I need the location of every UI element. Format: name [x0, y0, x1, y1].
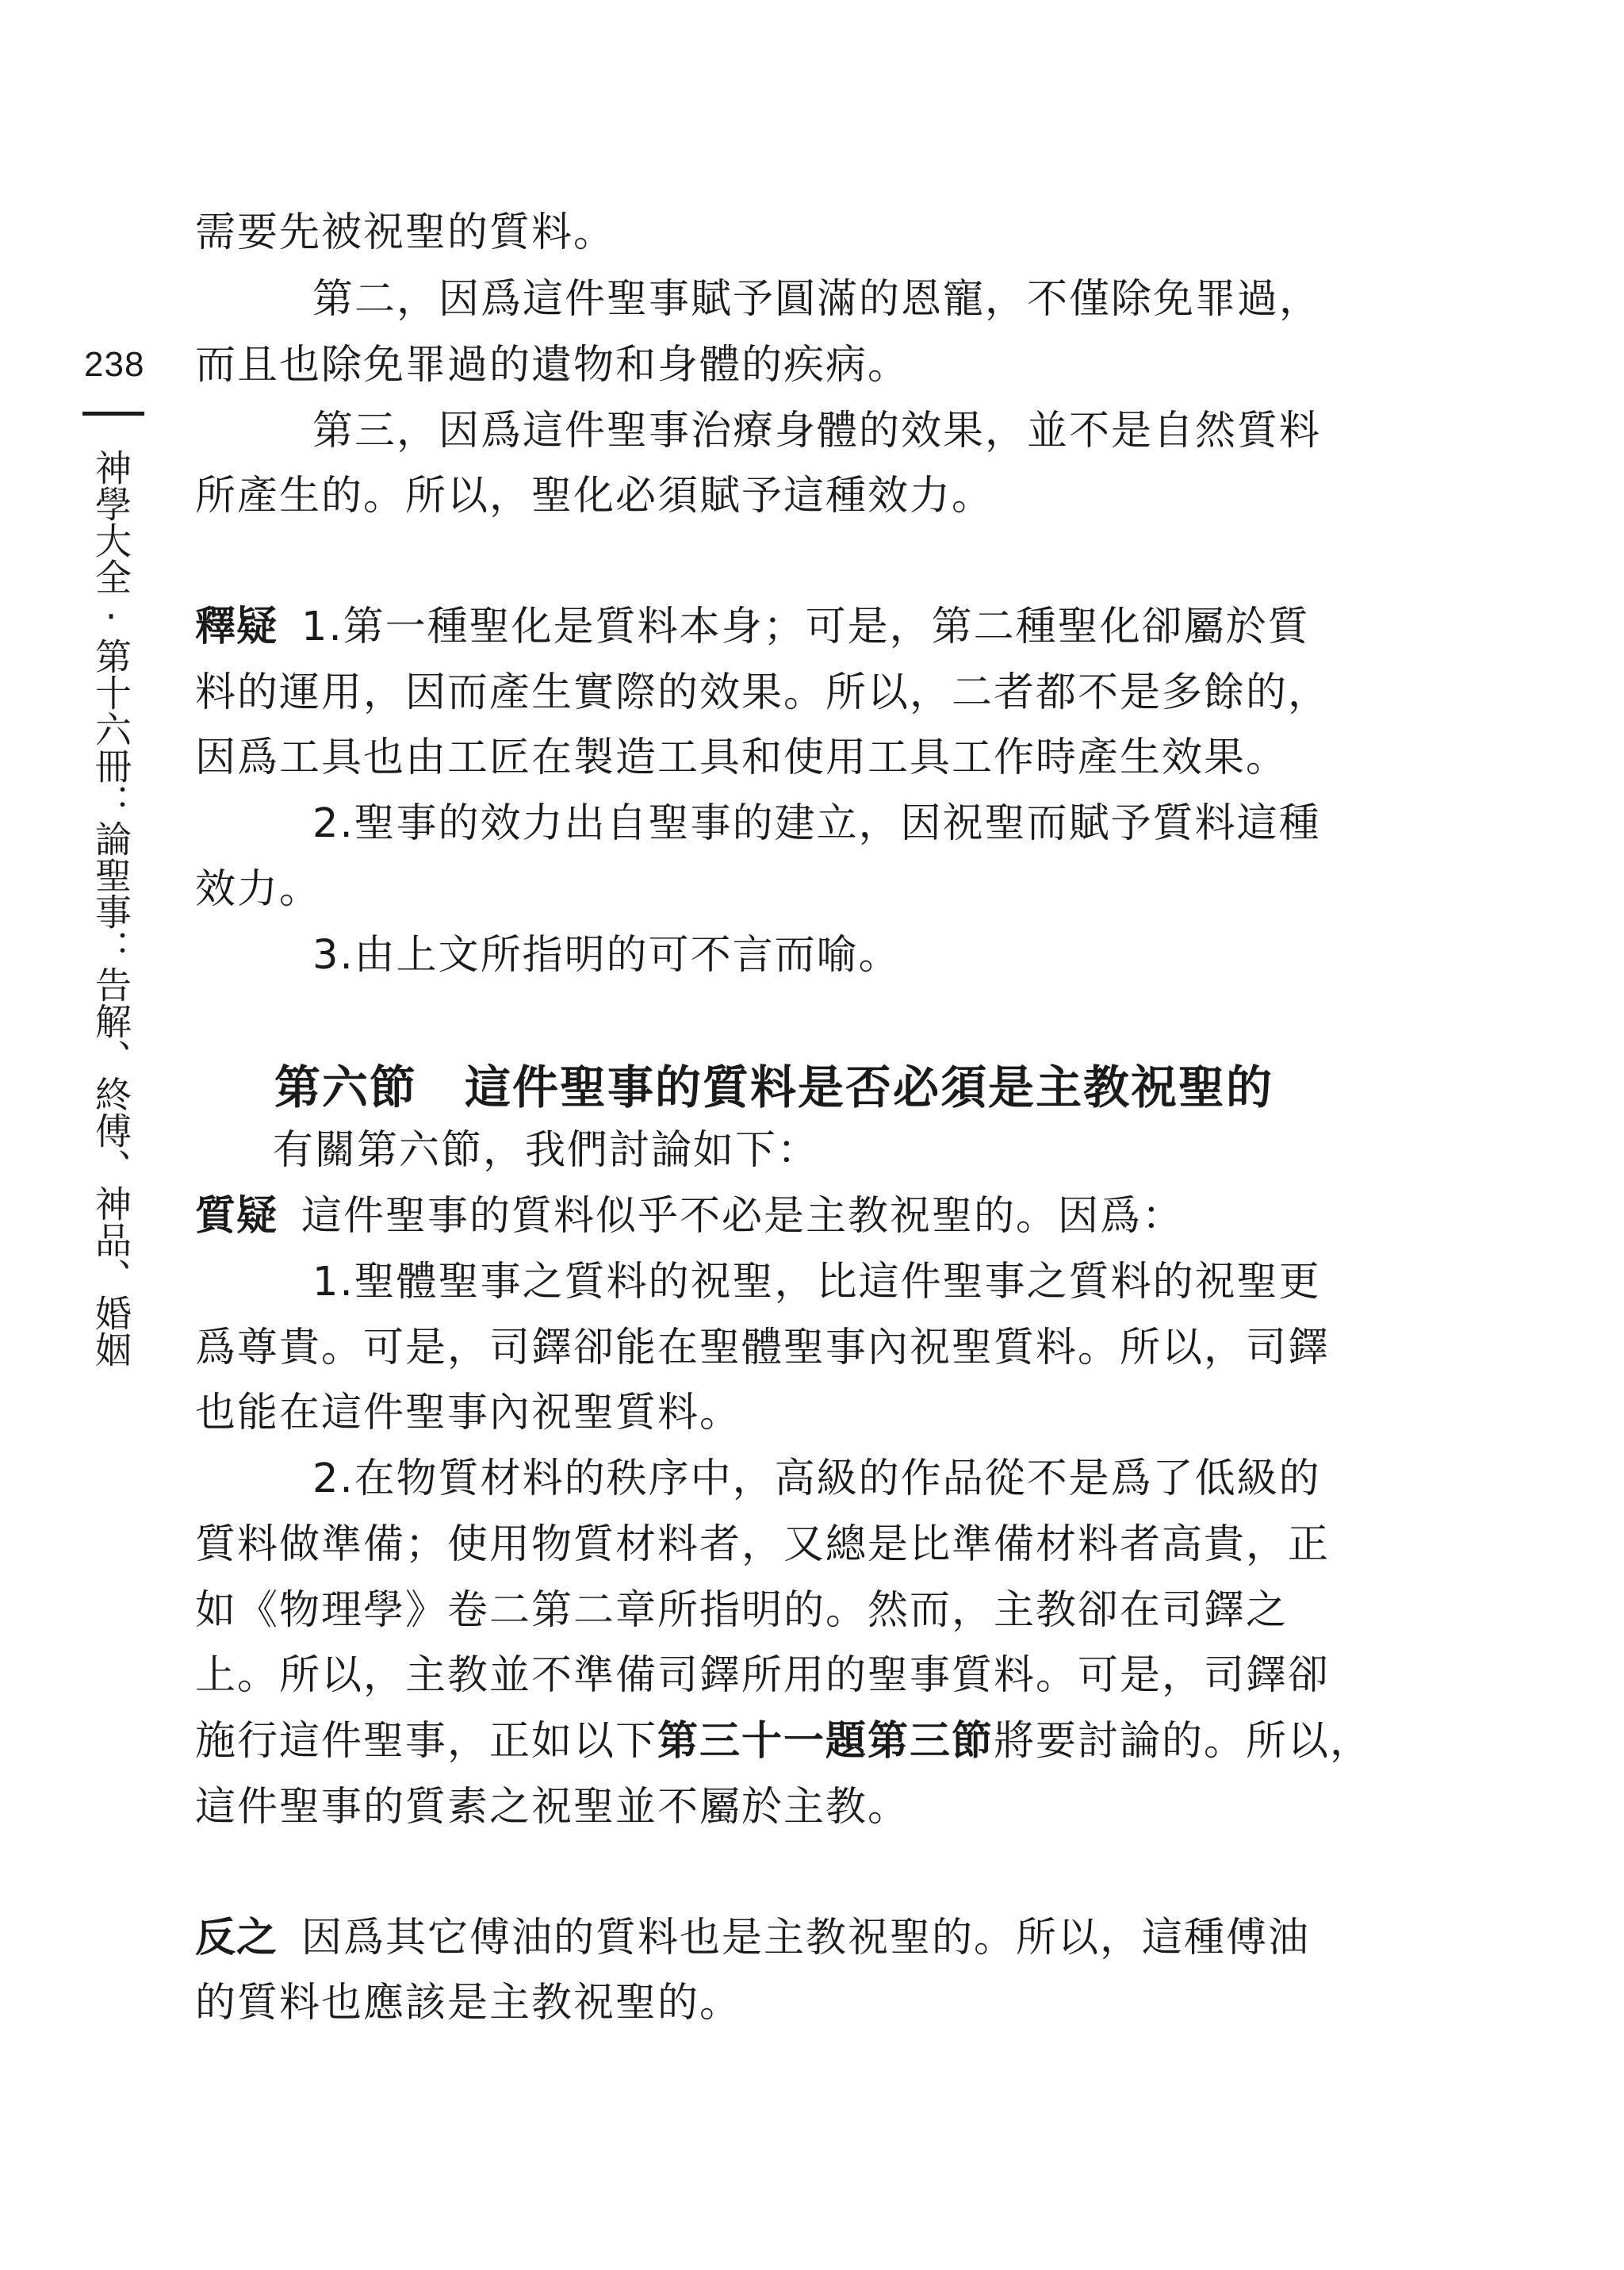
- paragraph-line: 因爲工具也由工匠在製造工具和使用工具工作時產生效果。: [195, 734, 1289, 781]
- objection-paragraph-line: [195, 1193, 1185, 1240]
- paragraph-line: 而且也除免罪過的遺物和身體的疾病。: [195, 342, 910, 389]
- paragraph-line: 3.由上文所指明的可不言而喻。: [312, 932, 901, 979]
- section-heading: [274, 1060, 1274, 1114]
- text-span: 施行這件聖事，正如以下: [195, 1718, 658, 1765]
- text-span: 將要討論的。所以，: [994, 1718, 1373, 1765]
- sed-contra-text: 因爲其它傅油的質料也是主教祝聖的。所以，這種傅油: [301, 1915, 1311, 1961]
- section-title: 這件聖事的質料是否必須是主教祝聖的: [465, 1060, 1274, 1114]
- sed-contra-label: 反之: [195, 1915, 278, 1961]
- sed-contra-paragraph-line: [195, 1915, 1311, 1961]
- section-intro: 有關第六節，我們討論如下：: [273, 1127, 820, 1174]
- reply-label: 釋疑: [195, 604, 278, 650]
- paragraph-line: 也能在這件聖事內祝聖質料。: [195, 1390, 742, 1436]
- section-number: 第六節: [274, 1060, 418, 1114]
- margin-rule: [82, 412, 144, 416]
- paragraph-line: 料的運用，因而產生實際的效果。所以，二者都不是多餘的，: [195, 669, 1331, 716]
- reply-text: 1.第一種聖化是質料本身；可是，第二種聖化卻屬於質: [301, 604, 1310, 650]
- objection-label: 質疑: [195, 1193, 278, 1240]
- paragraph-line: 質料做準備；使用物質材料者，又總是比準備材料者高貴，正: [195, 1521, 1331, 1568]
- paragraph-line: [195, 1718, 1373, 1765]
- paragraph-line: 上。所以，主教並不準備司鐸所用的聖事質料。可是，司鐸卻: [195, 1652, 1331, 1699]
- paragraph-line: 第三，因爲這件聖事治療身體的效果，並不是自然質料: [312, 408, 1322, 454]
- cross-reference: 第三十一題第三節: [657, 1718, 994, 1765]
- paragraph-line: 爲尊貴。可是，司鐸卻能在聖體聖事內祝聖質料。所以，司鐸: [195, 1325, 1331, 1371]
- running-title: 神學大全·第十六冊：論聖事：告解、終傅、神品、婚姻: [90, 449, 132, 1367]
- paragraph-line: 所產生的。所以，聖化必須賦予這種效力。: [195, 473, 994, 520]
- paragraph-line: 2.在物質材料的秩序中，高級的作品從不是爲了低級的: [312, 1455, 1321, 1502]
- paragraph-line: 這件聖事的質素之祝聖並不屬於主教。: [195, 1784, 910, 1831]
- paragraph-line: 的質料也應該是主教祝聖的。: [195, 1980, 742, 2027]
- paragraph-line: 需要先被祝聖的質料。: [195, 209, 616, 256]
- page-number: 238: [84, 345, 145, 384]
- paragraph-line: 1.聖體聖事之質料的祝聖，比這件聖事之質料的祝聖更: [312, 1259, 1321, 1306]
- objection-intro: 這件聖事的質料似乎不必是主教祝聖的。因爲：: [301, 1193, 1185, 1240]
- paragraph-line: 第二，因爲這件聖事賦予圓滿的恩寵，不僅除免罪過，: [312, 276, 1322, 323]
- paragraph-line: 如《物理學》卷二第二章所指明的。然而，主教卻在司鐸之: [195, 1587, 1289, 1634]
- reply-paragraph-line: [195, 604, 1310, 650]
- paragraph-line: 2.聖事的效力出自聖事的建立，因祝聖而賦予質料這種: [312, 800, 1321, 847]
- paragraph-line: 效力。: [195, 866, 322, 913]
